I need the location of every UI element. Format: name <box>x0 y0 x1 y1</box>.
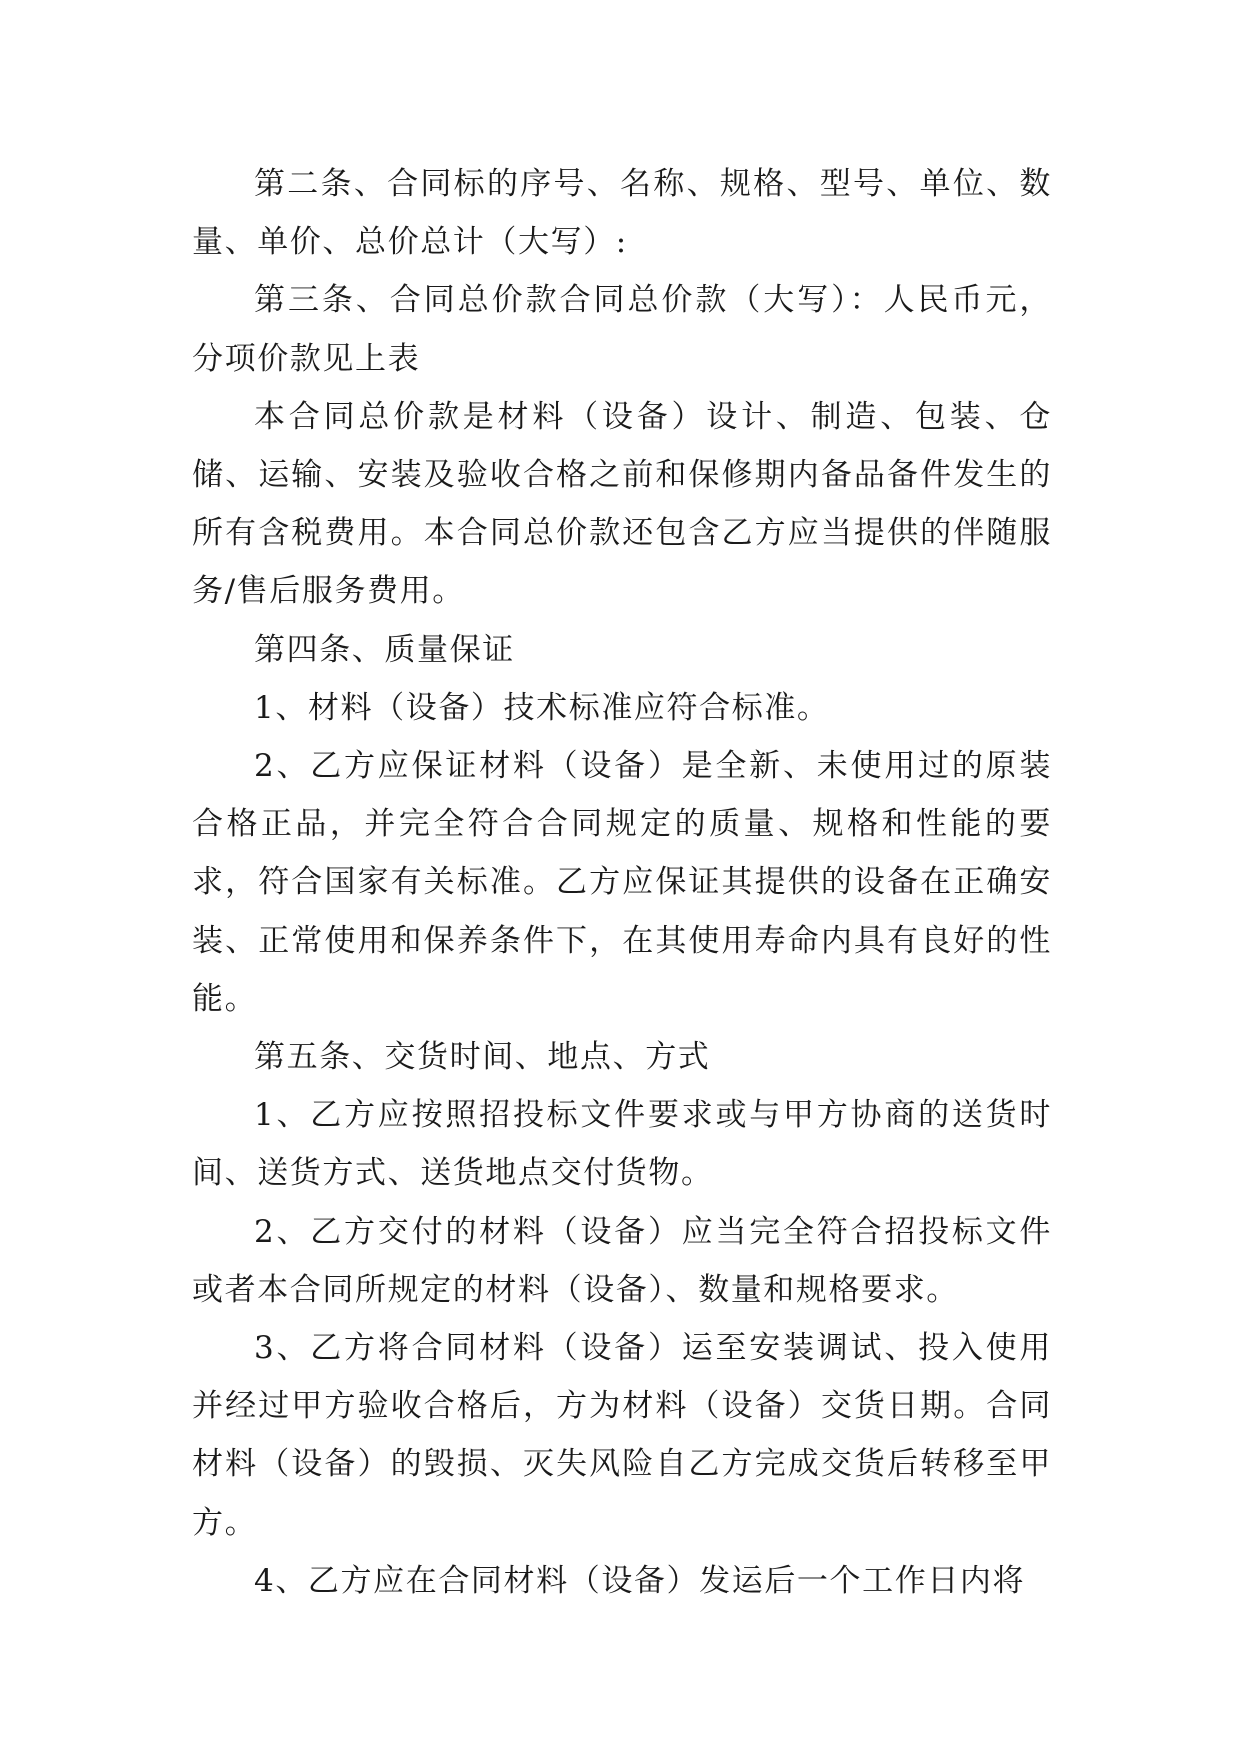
paragraph-article-5-heading: 第五条、交货时间、地点、方式 <box>254 1039 711 1076</box>
paragraph-article-5-item-1: 1、乙方应按照招投标文件要求或与甲方协商的送货时间、送货方式、送货地点交付货物。 <box>192 1097 1052 1192</box>
paragraph-article-3: 第三条、合同总价款合同总价款（大写）：人民币元，分项价款见上表 <box>192 282 1052 377</box>
paragraph-article-5-item-3: 3、乙方将合同材料（设备）运至安装调试、投入使用并经过甲方验收合格后，方为材料（设备）交货日期。合同材料（设备）的毁损、灭失风险自乙方完成交货后转移至甲方。 <box>192 1330 1052 1541</box>
paragraph-article-2: 第二条、合同标的序号、名称、规格、型号、单位、数量、单价、总价总计（大写）: <box>192 166 1052 261</box>
paragraph-article-4-item-1: 1、材料（设备）技术标准应符合标准。 <box>254 689 830 726</box>
paragraph-article-5-item-4: 4、乙方应在合同材料（设备）发运后一个工作日内将 <box>254 1562 1026 1599</box>
document-body <box>192 155 1052 1610</box>
paragraph-article-4-item-2: 2、乙方应保证材料（设备）是全新、未使用过的原装合格正品，并完全符合合同规定的质量、规格和性能的要求，符合国家有关标准。乙方应保证其提供的设备在正确安装、正常使用和保养条件下，在其使用寿命内具有良好的性能。 <box>192 748 1052 1017</box>
paragraph-article-4-heading: 第四条、质量保证 <box>254 631 515 668</box>
paragraph-article-5-item-2: 2、乙方交付的材料（设备）应当完全符合招投标文件或者本合同所规定的材料（设备）、数量和规格要求。 <box>192 1213 1052 1308</box>
paragraph-total-price-scope: 本合同总价款是材料（设备）设计、制造、包装、仓储、运输、安装及验收合格之前和保修期内备品备件发生的所有含税费用。本合同总价款还包含乙方应当提供的伴随服务/售后服务费用。 <box>192 398 1052 610</box>
